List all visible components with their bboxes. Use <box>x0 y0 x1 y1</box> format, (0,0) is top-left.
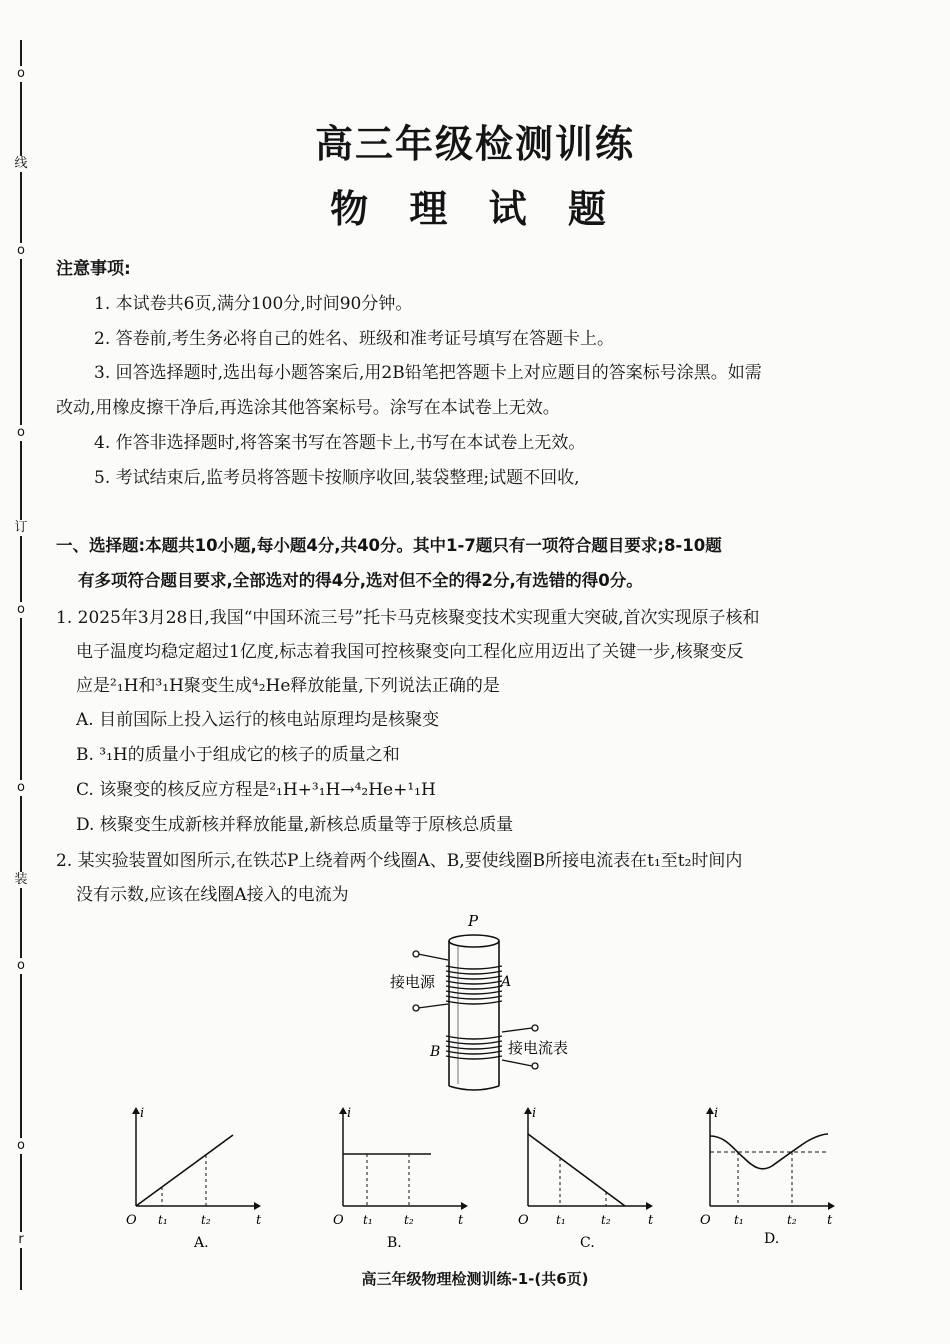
section-heading-cont: 有多项符合题目要求,全部选对的得4分,选对但不全的得2分,有选错的得0分。 <box>78 571 643 590</box>
binding-mark: o <box>12 958 30 974</box>
binding-mark: o <box>12 243 30 259</box>
q1-stem: 应是²₁H和³₁H聚变生成⁴₂He释放能量,下列说法正确的是 <box>76 676 500 696</box>
q1-stem: 电子温度均稳定超过1亿度,标志着我国可控核聚变向工程化应用迈出了关键一步,核聚变反 <box>76 642 744 662</box>
note-item: 5. 考试结束后,监考员将答题卡按顺序收回,装袋整理;试题不回收, <box>94 468 580 488</box>
t2-label: t₂ <box>601 1213 611 1227</box>
binding-mark: 线 <box>12 156 30 172</box>
y-axis-label: i <box>714 1106 719 1121</box>
page-subtitle: 物 理 试 题 <box>330 187 620 231</box>
note-item: 3. 回答选择题时,选出每小题答案后,用2B铅笔把答题卡上对应题目的答案标号涂黑。如需 <box>94 363 762 383</box>
x-axis-label: t <box>256 1213 262 1228</box>
graph-c <box>510 1100 660 1260</box>
y-axis-label: i <box>347 1106 352 1121</box>
section-heading: 一、选择题:本题共10小题,每小题4分,共40分。其中1-7题只有一项符合题目要求;8-10题 <box>56 536 722 555</box>
binding-mark: o <box>12 425 30 441</box>
option-label: D. <box>764 1231 780 1247</box>
binding-mark: o <box>12 66 30 82</box>
graph-a <box>118 1100 268 1260</box>
note-item: 2. 答卷前,考生务必将自己的姓名、班级和准考证号填写在答题卡上。 <box>94 329 615 349</box>
page-title: 高三年级检测训练 <box>314 122 635 166</box>
binding-mark: o <box>12 1138 30 1154</box>
coil-a-label: A <box>501 974 512 990</box>
binding-mark: o <box>12 602 30 618</box>
q1-option-b: B. ³₁H的质量小于组成它的核子的质量之和 <box>76 745 400 765</box>
power-label: 接电源 <box>390 973 436 991</box>
option-label: B. <box>387 1235 402 1251</box>
origin-label: O <box>333 1213 344 1228</box>
y-axis-label: i <box>140 1106 145 1121</box>
q1-option-d: D. 核聚变生成新核并释放能量,新核总质量等于原核总质量 <box>76 815 514 835</box>
q2-stem: 没有示数,应该在线圈A接入的电流为 <box>76 885 349 905</box>
x-axis-label: t <box>827 1213 833 1228</box>
x-axis-label: t <box>648 1213 654 1228</box>
current-curve <box>710 1134 828 1169</box>
option-label: C. <box>580 1235 595 1251</box>
coil-b-label: B <box>430 1044 441 1060</box>
origin-label: O <box>126 1213 137 1228</box>
binding-mark: r <box>12 1232 30 1248</box>
q1-stem: 1. 2025年3月28日,我国“中国环流三号”托卡马克核聚变技术实现重大突破,首次实现原子核和 <box>56 608 760 628</box>
t1-label: t₁ <box>556 1213 566 1227</box>
t2-label: t₂ <box>787 1213 797 1227</box>
q2-stem: 2. 某实验装置如图所示,在铁芯P上绕着两个线圈A、B,要使线圈B所接电流表在t₁至t₂时间内 <box>56 851 743 871</box>
page-footer: 高三年级物理检测训练-1-(共6页) <box>361 1270 589 1288</box>
coil-apparatus-figure <box>380 908 600 1096</box>
note-item: 4. 作答非选择题时,将答案书写在答题卡上,书写在本试卷上无效。 <box>94 433 586 453</box>
binding-mark: 装 <box>12 872 30 888</box>
y-axis-label: i <box>532 1106 537 1121</box>
origin-label: O <box>518 1213 529 1228</box>
binding-mark: o <box>12 780 30 796</box>
note-item: 改动,用橡皮擦干净后,再选涂其他答案标号。涂写在本试卷上无效。 <box>56 398 560 418</box>
t2-label: t₂ <box>404 1213 414 1227</box>
t1-label: t₁ <box>363 1213 373 1227</box>
current-line <box>136 1135 233 1206</box>
q1-option-a: A. 目前国际上投入运行的核电站原理均是核聚变 <box>76 710 440 730</box>
option-label: A. <box>194 1235 209 1251</box>
q1-option-c: C. 该聚变的核反应方程是²₁H+³₁H→⁴₂He+¹₁H <box>76 780 436 800</box>
origin-label: O <box>700 1213 711 1228</box>
t1-label: t₁ <box>734 1213 744 1227</box>
graph-d <box>692 1100 842 1260</box>
meter-label: 接电流表 <box>508 1039 569 1057</box>
x-axis-label: t <box>458 1213 464 1228</box>
note-item: 1. 本试卷共6页,满分100分,时间90分钟。 <box>94 294 413 314</box>
t2-label: t₂ <box>201 1213 211 1227</box>
binding-mark: 订 <box>12 520 30 536</box>
t1-label: t₁ <box>158 1213 168 1227</box>
current-line <box>528 1134 625 1206</box>
core-label: P <box>468 912 479 930</box>
notes-heading: 注意事项: <box>56 259 131 279</box>
graph-b <box>325 1100 475 1260</box>
